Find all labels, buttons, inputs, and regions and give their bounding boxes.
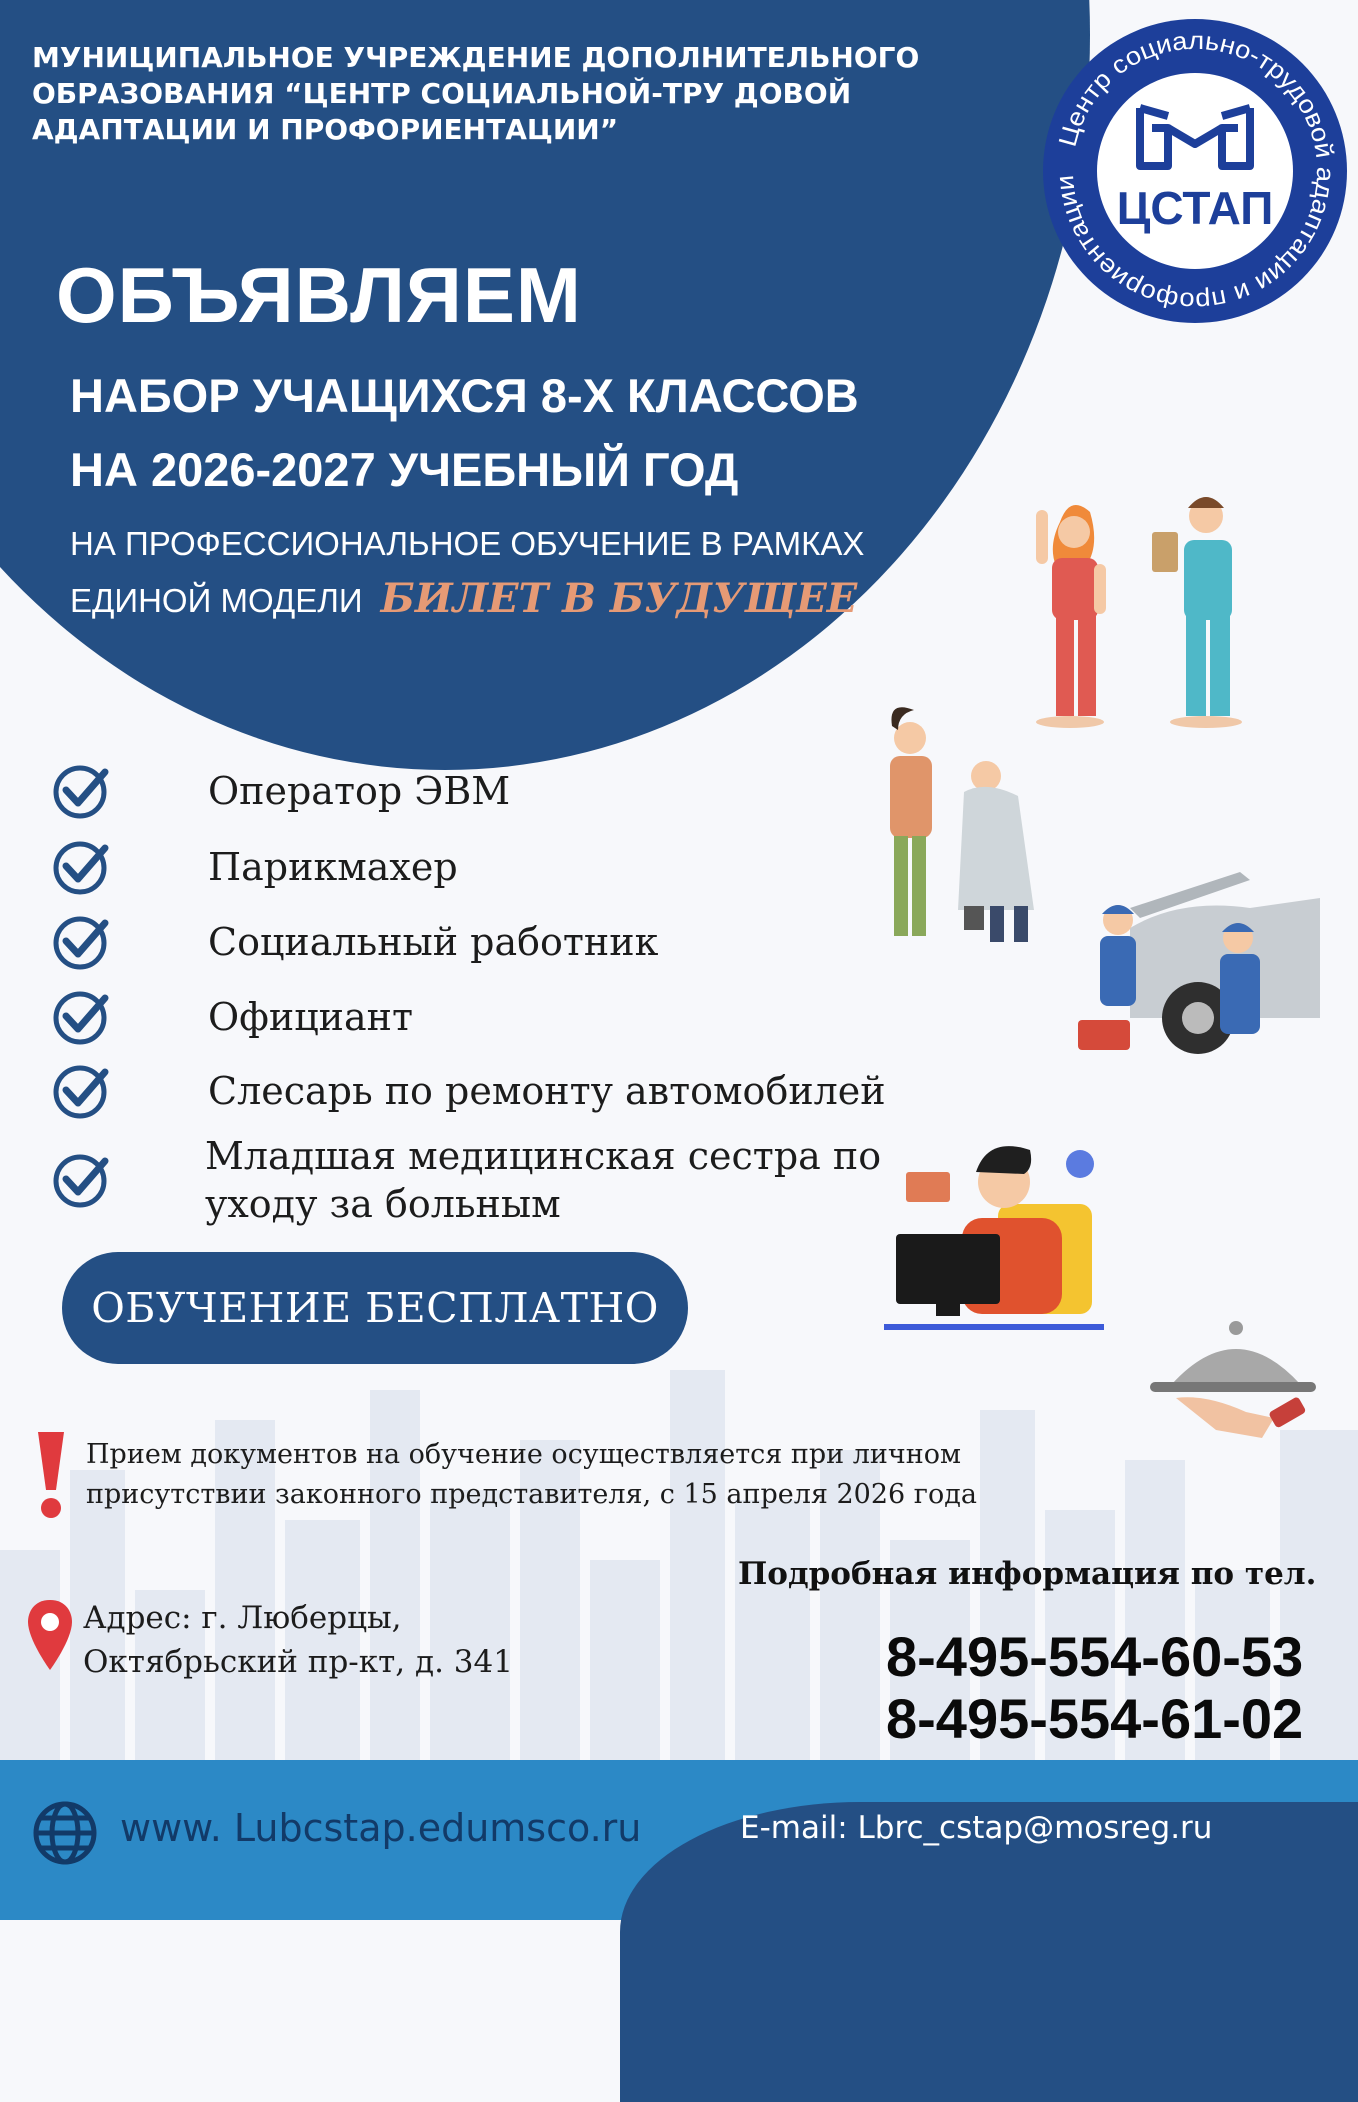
profession-label: Слесарь по ремонту автомобилей (208, 1069, 886, 1113)
program-line: НА ПРОФЕССИОНАЛЬНОЕ ОБУЧЕНИЕ В РАМКАХ (70, 525, 865, 562)
program-line-2 (70, 575, 857, 622)
phone-number-2[interactable]: 8-495-554-61-02 (886, 1687, 1304, 1750)
address-line: Адрес: г. Люберцы, (83, 1600, 402, 1636)
free-tuition-badge: ОБУЧЕНИЕ БЕСПЛАТНО (62, 1252, 688, 1364)
announce-title: ОБЪЯВЛЯЕМ (56, 251, 582, 339)
list-item (50, 980, 890, 1054)
computer-operator-illustration (884, 1118, 1104, 1330)
profession-label-line: уходу за больным (205, 1182, 561, 1226)
check-icon (50, 760, 112, 822)
profession-label: Парикмахер (208, 845, 458, 889)
ticket-to-future: БИЛЕТ В БУДУЩЕЕ (380, 575, 858, 622)
org-line: ОБРАЗОВАНИЯ “ЦЕНТР СОЦИАЛЬНОЙ-ТРУ ДОВОЙ (32, 77, 852, 110)
program-line-text: ЕДИНОЙ МОДЕЛИ (70, 582, 363, 619)
check-icon (50, 1060, 112, 1122)
globe-icon (32, 1800, 98, 1866)
organization-name (32, 40, 932, 148)
list-item (50, 904, 890, 980)
recruit-line: НАБОР УЧАЩИХСЯ 8-Х КЛАССОВ (70, 369, 859, 422)
list-item (50, 1128, 890, 1232)
profession-list (50, 752, 890, 1232)
list-item (50, 1054, 890, 1128)
check-icon (50, 836, 112, 898)
address-line: Октябрьский пр-кт, д. 341 (83, 1644, 513, 1680)
recruit-line: НА 2026-2027 УЧЕБНЫЙ ГОД (70, 443, 739, 496)
phone-number-1[interactable]: 8-495-554-60-53 (886, 1625, 1304, 1688)
list-item (50, 830, 890, 904)
org-line: МУНИЦИПАЛЬНОЕ УЧРЕЖДЕНИЕ ДОПОЛНИТЕЛЬНОГО (32, 41, 920, 74)
profession-label: Официант (208, 995, 413, 1039)
notice-line: присутствии законного представителя, с 15 апреля 2026 года (86, 1479, 977, 1510)
hairdresser-illustration (868, 700, 1048, 950)
location-pin-icon (28, 1600, 72, 1674)
check-icon (50, 1149, 112, 1211)
address (83, 1596, 513, 1684)
logo-ring-text: Центр социально-трудовой адаптации и профориентации (1051, 26, 1340, 316)
check-icon (50, 986, 112, 1048)
cstap-logo (1040, 16, 1350, 326)
footer-dark-panel (620, 1802, 1358, 2102)
documents-notice (86, 1435, 1126, 1515)
waiter-cloche-illustration (1146, 1320, 1318, 1452)
profession-label: Социальный работник (208, 920, 659, 964)
email-link[interactable]: E-mail: Lbrc_cstap@mosreg.ru (740, 1810, 1213, 1846)
logo-abbreviation: ЦСТАП (1116, 182, 1274, 234)
notice-line: Прием документов на обучение осуществляется при личном (86, 1439, 961, 1470)
list-item (50, 752, 890, 830)
medical-workers-illustration (1010, 486, 1280, 742)
exclamation-icon (34, 1432, 68, 1520)
profession-label-line: Младшая медицинская сестра по (205, 1134, 882, 1178)
profession-label (205, 1132, 881, 1228)
org-line: АДАПТАЦИИ И ПРОФОРИЕНТАЦИИ” (32, 113, 619, 146)
info-heading: Подробная информация по тел. (738, 1556, 1317, 1592)
profession-label: Оператор ЭВМ (208, 769, 511, 813)
website-link[interactable]: www. Lubcstap.edumsco.ru (120, 1806, 642, 1850)
check-icon (50, 911, 112, 973)
auto-mechanics-illustration (1070, 868, 1320, 1064)
